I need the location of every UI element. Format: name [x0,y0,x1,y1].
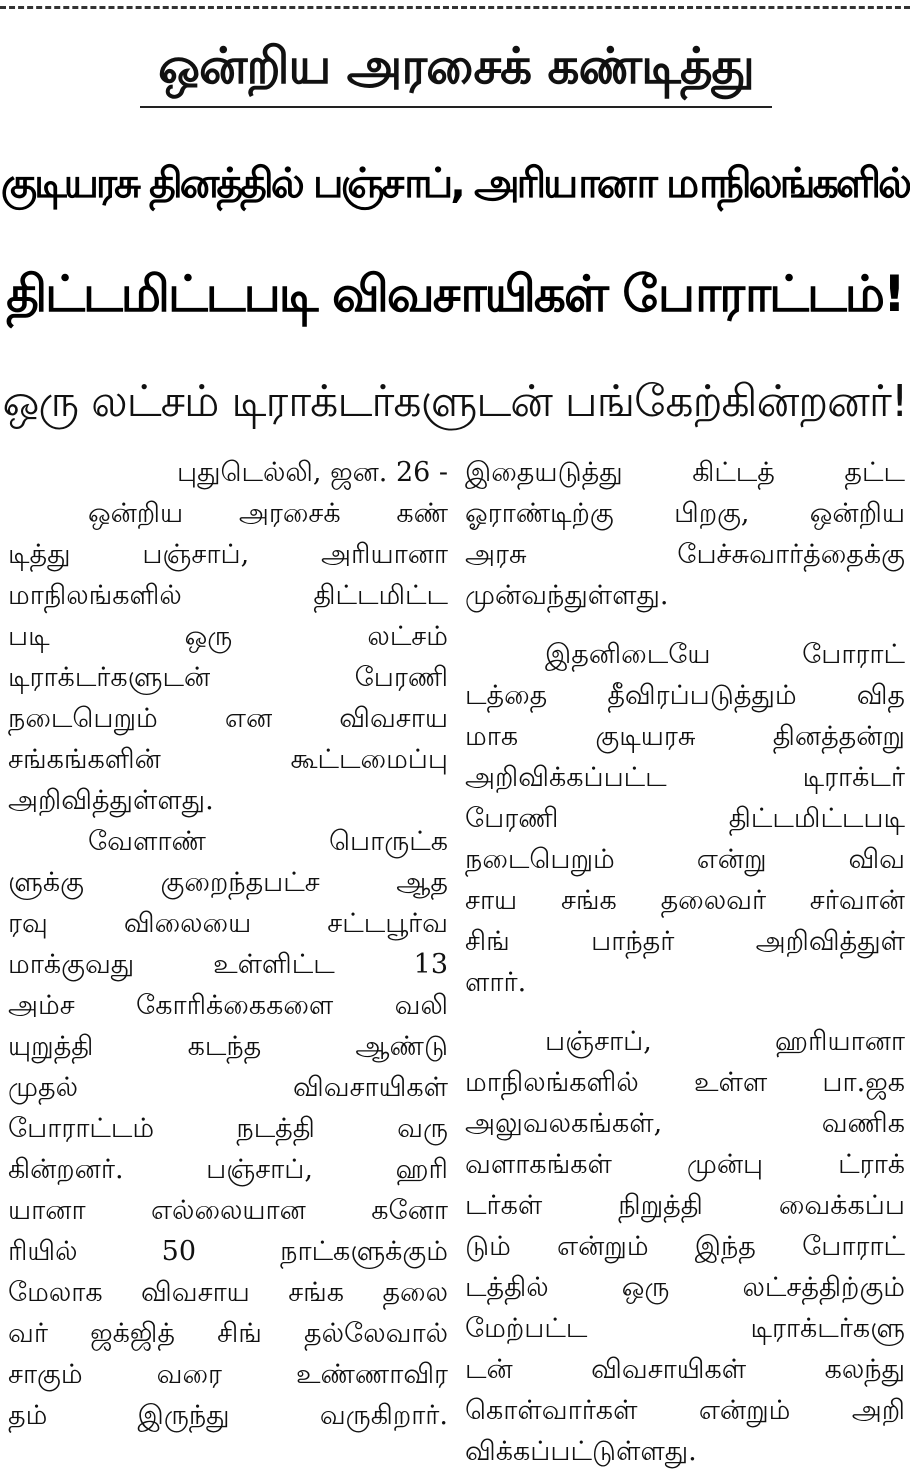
main-headline-line-2: திட்டமிட்டபடி விவசாயிகள் போராட்டம்! [6,265,904,323]
article-line: முதல் விவசாயிகள் [8,1072,448,1103]
article-line: இதையடுத்து கிட்டத் தட்ட [465,457,905,488]
article-line: ளார். [465,967,527,998]
article-line: மேற்பட்ட டிராக்டர்களு [465,1313,905,1344]
article-line: இதனிடையே போராட் [545,639,905,670]
article-line: ரியில் 50 நாட்களுக்கும் [8,1236,448,1267]
article-line: நடைபெறும் என விவசாய [8,703,448,734]
article-line: நடைபெறும் என்று விவ [465,844,905,875]
article-line: டர்கள் நிறுத்தி வைக்கப்ப [465,1190,905,1221]
kicker-underline [140,106,772,108]
article-line: வர் ஜக்ஜித் சிங் தல்லேவால் [8,1318,448,1349]
article-line: கொள்வார்கள் என்றும் அறி [465,1395,905,1426]
paragraph-gap [465,1003,905,1021]
article-line: சாகும் வரை உண்ணாவிர [8,1359,448,1390]
article-line: மாக குடியரசு தினத்தன்று [465,721,905,752]
article-line: ஒன்றிய அரசைக் கண் [88,498,448,529]
article-line: சாய சங்க தலைவர் சர்வான் [465,885,905,916]
article-line: டும் என்றும் இந்த போராட் [465,1231,905,1262]
article-line: பஞ்சாப், ஹரியானா [545,1026,905,1057]
article-line: தம் இருந்து வருகிறார். [8,1400,448,1431]
article-line: படி ஒரு லட்சம் [8,621,448,652]
article-column-right [465,452,905,1472]
article-line: மாக்குவது உள்ளிட்ட 13 [8,949,448,980]
article-line: அறிவித்துள்ளது. [8,785,214,816]
article-line: போராட்டம் நடத்தி வரு [8,1113,448,1144]
article-line: வேளாண் பொருட்க [88,826,448,857]
article-line: பேரணி திட்டமிட்டபடி [465,803,905,834]
article-line: வளாகங்கள் முன்பு ட்ராக் [465,1149,905,1180]
article-line: ளுக்கு குறைந்தபட்ச ஆத [8,867,448,898]
article-line: டத்தில் ஒரு லட்சத்திற்கும் [465,1272,905,1303]
kicker-headline: ஒன்றிய அரசைக் கண்டித்து [158,37,754,95]
dateline: புதுடெல்லி, ஜன. 26 - [176,457,448,488]
article-line: மாநிலங்களில் திட்டமிட்ட [8,580,448,611]
article-line: விக்கப்பட்டுள்ளது. [465,1436,697,1467]
subheadline: ஒரு லட்சம் டிராக்டர்களுடன் பங்கேற்கின்றனர்! [2,376,908,427]
article-line: டிராக்டர்களுடன் பேரணி [8,662,448,693]
article-line: அம்ச கோரிக்கைகளை வலி [8,990,448,1021]
article-line: சிங் பாந்தர் அறிவித்துள் [465,926,905,957]
article-line: அலுவலகங்கள், வணிக [465,1108,905,1139]
paragraph-gap [465,616,905,634]
main-headline-line-1: குடியரசு தினத்தில் பஞ்சாப், அரியானா மாநிலங்களில் [0,159,910,207]
article-line: ரவு விலையை சட்டபூர்வ [8,908,448,939]
article-line: சங்கங்களின் கூட்டமைப்பு [8,744,448,775]
article-line: டன் விவசாயிகள் கலந்து [465,1354,905,1385]
article-line: ஓராண்டிற்கு பிறகு, ஒன்றிய [465,498,905,529]
article-line: மேலாக விவசாய சங்க தலை [8,1277,448,1308]
article-line: அரசு பேச்சுவார்த்தைக்கு [465,539,905,570]
article-line: முன்வந்துள்ளது. [465,580,669,611]
article-line: மாநிலங்களில் உள்ள பா.ஜக [465,1067,905,1098]
clipping-cut-line [0,6,910,9]
article-line: கின்றனர். பஞ்சாப், ஹரி [8,1154,448,1185]
article-line: அறிவிக்கப்பட்ட டிராக்டர் [465,762,905,793]
article-line: யானா எல்லையான கனோ [8,1195,448,1226]
article-line: யுறுத்தி கடந்த ஆண்டு [8,1031,448,1062]
article-column-left [8,452,448,1436]
article-line: டித்து பஞ்சாப், அரியானா [8,539,448,570]
article-line: டத்தை தீவிரப்படுத்தும் வித [465,680,905,711]
